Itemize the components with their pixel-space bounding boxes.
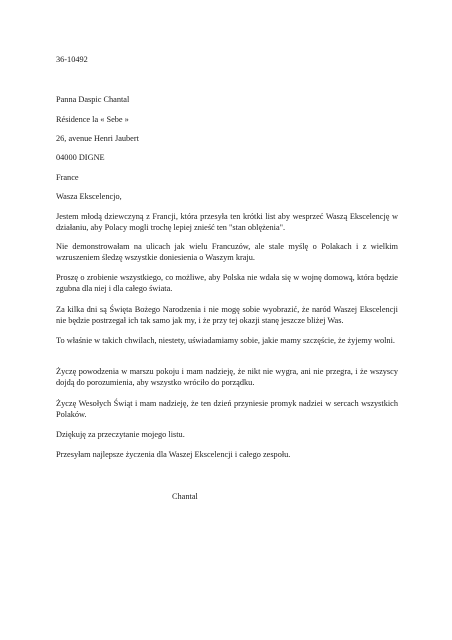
recipient-name: Panna Daspic Chantal — [56, 95, 130, 104]
paragraph-3: Proszę o zrobienie wszystkiego, co możliwe, aby Polska nie wdała się w wojnę domową, która będzie zgubna dla niej i dla całego świata. — [56, 273, 398, 294]
recipient-country: France — [56, 173, 79, 182]
paragraph-9: Przesyłam najlepsze życzenia dla Waszej Ekscelencji i całego zespołu. — [56, 450, 291, 459]
paragraph-1: Jestem młodą dziewczyną z Francji, która przesyła ten krótki list aby wesprzeć Waszą Ekscelencję w działaniu, aby Polacy mogli trochę lepiej znieść ten "stan oblężenia". — [56, 212, 398, 233]
recipient-residence: Résidence la « Sebe » — [56, 115, 129, 124]
paragraph-2: Nie demonstrowałam na ulicach jak wielu Francuzów, ale stale myślę o Polakach i z wielkim wzruszeniem śledzę wszystkie doniesienia o Waszym kraju. — [56, 242, 398, 263]
paragraph-6: Życzę powodzenia w marszu pokoju i mam nadzieję, że nikt nie wygra, ani nie przegra, i że wszyscy dojdą do porozumienia, aby wszystko wróciło do porządku. — [56, 367, 398, 388]
recipient-street: 26, avenue Henri Jaubert — [56, 134, 139, 143]
paragraph-4: Za kilka dni są Święta Bożego Narodzenia i nie mogę sobie wyobrazić, że naród Waszej Ekscelencji nie będzie postrzegał ich tak samo jak my, i że przy tej okazji stanę jeszcze bliżej Was. — [56, 305, 398, 326]
reference-number: 36-10492 — [56, 55, 88, 64]
salutation: Wasza Ekscelencjo, — [56, 192, 122, 201]
paragraph-8: Dziękuję za przeczytanie mojego listu. — [56, 430, 185, 439]
paragraph-5: To właśnie w takich chwilach, niestety, uświadamiamy sobie, jakie mamy szczęście, że żyjemy wolni. — [56, 336, 395, 345]
signature: Chantal — [172, 492, 198, 501]
paragraph-7: Życzę Wesołych Świąt i mam nadzieję, że ten dzień przyniesie promyk nadziei w sercach wszystkich Polaków. — [56, 399, 398, 420]
recipient-postal-city: 04000 DIGNE — [56, 153, 105, 162]
